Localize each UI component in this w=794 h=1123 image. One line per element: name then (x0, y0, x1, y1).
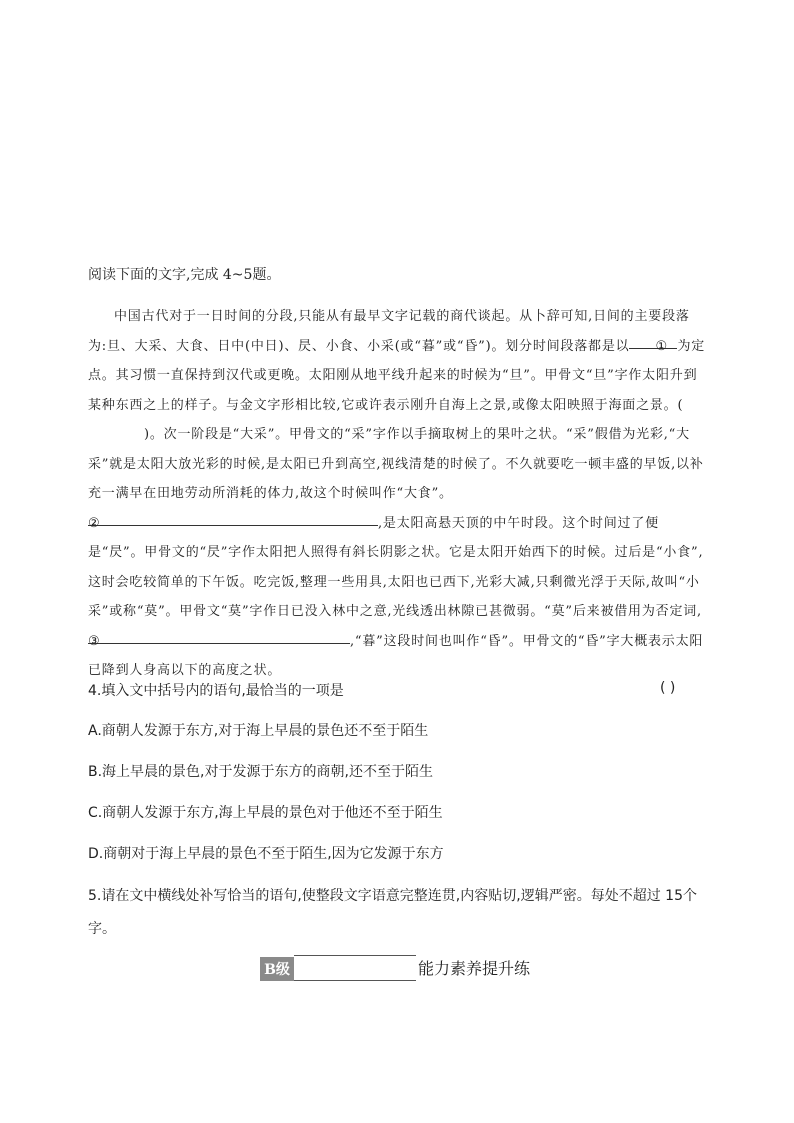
passage-paragraph-2 (88, 509, 708, 686)
option-a[interactable]: A.商朝人发源于东方,对于海上早晨的景色还不至于陌生 (88, 723, 429, 739)
level-badge-line (294, 955, 416, 981)
blank-label: ① (655, 338, 668, 354)
level-title: 能力素养提升练 (418, 959, 531, 978)
blank-label: ② (88, 515, 101, 531)
passage-text: ,“暮”这段时间也叫作“昏”。甲骨文的“昏”字大概表示太阳已降到人身高以下的高度之状。 (88, 633, 704, 678)
reading-instruction: 阅读下面的文字,完成 4~5题。 (88, 267, 281, 283)
option-c[interactable]: C.商朝人发源于东方,海上早晨的景色对于他还不至于陌生 (88, 805, 443, 821)
fill-blank-2[interactable] (88, 509, 378, 531)
fill-blank-3[interactable] (88, 627, 350, 649)
reading-passage (88, 302, 708, 686)
blank-label: ③ (88, 633, 101, 649)
level-header (260, 955, 530, 981)
option-b[interactable]: B.海上早晨的景色,对于发源于东方的商朝,还不至于陌生 (88, 764, 433, 780)
question-4-stem: 4.填入文中括号内的语句,最恰当的一项是 (88, 683, 344, 699)
option-d[interactable]: D.商朝对于海上早晨的景色不至于陌生,因为它发源于东方 (88, 846, 444, 862)
passage-text: 中国古代对于一日时间的分段,只能从有最早文字记载的商代谈起。从卜辞可知,日间的主要段落为:旦、大采、大食、日中(中日)、昃、小食、小采(或“暮”或“昏”)。划分时间段落都是以 (88, 309, 690, 354)
passage-paragraph-1 (88, 302, 708, 509)
answer-bracket[interactable]: ( ) (660, 680, 676, 696)
passage-text: 为定点。其习惯一直保持到汉代或更晚。太阳刚从地平线升起来的时候为“旦”。甲骨文“旦”字作太阳升到某种东西之上的样子。与金文字形相比较,它或许表示刚升自海上之景,或像太阳映照于海面之景。( (88, 338, 706, 413)
fill-blank-1[interactable] (629, 332, 677, 354)
question-5: 5.请在文中横线处补写恰当的语句,使整段文字语意完整连贯,内容贴切,逻辑严密。每处不超过 15个字。 (88, 888, 697, 937)
passage-text: )。次一阶段是“大采”。甲骨文的“采”字作以手摘取树上的果叶之状。“采”假借为光彩,“大采”就是太阳大放光彩的时候,是太阳已升到高空,视线清楚的时候了。不久就要吃一顿丰盛的早饭,以补充一满早在田地劳动所消耗的体力,故这个时候叫作“大食”。 (88, 427, 704, 501)
passage-text: ,是太阳高悬天顶的中午时段。这个时间过了便是“昃”。甲骨文的“昃”字作太阳把人照得有斜长阴影之状。它是太阳开始西下的时候。过后是“小食”,这时会吃较简单的下午饭。吃完饭,整理一些用具,太阳也已西下,光彩大减,只剩微光浮于天际,故叫“小采”或称“莫”。甲骨文“莫”字作日已没入林中之意,光线透出林隙已甚微弱。“莫”后来被借用为否定词, (88, 515, 704, 619)
level-badge: B级 (260, 957, 294, 981)
